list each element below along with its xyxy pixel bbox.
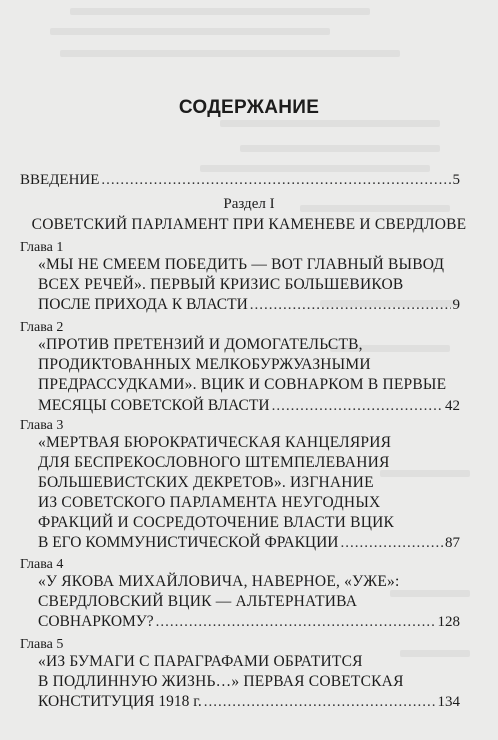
toc-heading: СОДЕРЖАНИЕ — [178, 97, 320, 118]
chapter-label: Глава 1 — [20, 240, 64, 255]
toc-entry-intro — [20, 172, 460, 189]
section-title: СОВЕТСКИЙ ПАРЛАМЕНТ ПРИ КАМЕНЕВЕ И СВЕРДЛОВЕ — [31, 216, 467, 233]
chapter-title-last-line: МЕСЯЦЫ СОВЕТСКОЙ ВЛАСТИ — [38, 397, 270, 414]
leader-dots — [204, 694, 436, 711]
leader-dots — [156, 614, 436, 631]
chapter-title-line: СВЕРДЛОВСКИЙ ВЦИК — АЛЬТЕРНАТИВА — [38, 593, 358, 610]
leader-dots — [101, 172, 450, 189]
chapter-title-line: ПРОДИКТОВАННЫХ МЕЛКОБУРЖУАЗНЫМИ — [38, 356, 371, 373]
intro-page-number: 5 — [452, 172, 460, 188]
chapter-title-line: «ПРОТИВ ПРЕТЕНЗИЙ И ДОМОГАТЕЛЬСТВ, — [38, 336, 363, 353]
leader-dots — [250, 297, 451, 314]
chapter-label: Глава 2 — [20, 320, 64, 335]
chapter-page-number: 9 — [452, 297, 460, 313]
chapter-page-number: 134 — [437, 694, 460, 710]
chapter-title-line: В ПОДЛИННУЮ ЖИЗНЬ…» ПЕРВАЯ СОВЕТСКАЯ — [38, 673, 404, 690]
chapter-page-number: 128 — [437, 614, 460, 630]
leader-dots — [341, 535, 444, 552]
leader-dots — [272, 398, 443, 415]
chapter-title-line: ДЛЯ БЕСПРЕКОСЛОВНОГО ШТЕМПЕЛЕВАНИЯ — [38, 454, 390, 471]
chapter-title-last-line: В ЕГО КОММУНИСТИЧЕСКОЙ ФРАКЦИИ — [38, 534, 339, 551]
chapter-page-number: 87 — [445, 535, 460, 551]
chapter-title-line: БОЛЬШЕВИСТСКИХ ДЕКРЕТОВ». ИЗГНАНИЕ — [38, 474, 374, 491]
toc-entry-chapter-5 — [38, 693, 460, 711]
chapter-title-line: «МЫ НЕ СМЕЕМ ПОБЕДИТЬ — ВОТ ГЛАВНЫЙ ВЫВОД — [38, 256, 445, 273]
chapter-title-line: ВСЕХ РЕЧЕЙ». ПЕРВЫЙ КРИЗИС БОЛЬШЕВИКОВ — [38, 276, 404, 293]
chapter-title-line: «МЕРТВАЯ БЮРОКРАТИЧЕСКАЯ КАНЦЕЛЯРИЯ — [38, 434, 392, 451]
chapter-label: Глава 4 — [20, 557, 64, 572]
section-label: Раздел I — [223, 196, 275, 212]
chapter-title-last-line: ПОСЛЕ ПРИХОДА К ВЛАСТИ — [38, 296, 248, 313]
chapter-page-number: 42 — [445, 398, 460, 414]
chapter-label: Глава 3 — [20, 418, 64, 433]
chapter-label: Глава 5 — [20, 637, 64, 652]
toc-entry-chapter-1 — [38, 296, 460, 314]
toc-entry-chapter-3 — [38, 534, 460, 552]
chapter-title-line: ИЗ СОВЕТСКОГО ПАРЛАМЕНТА НЕУГОДНЫХ — [38, 494, 381, 511]
chapter-title-line: «У ЯКОВА МИХАЙЛОВИЧА, НАВЕРНОЕ, «УЖЕ»: — [38, 573, 400, 590]
toc-entry-chapter-4 — [38, 613, 460, 631]
chapter-title-last-line: КОНСТИТУЦИЯ 1918 г. — [38, 693, 202, 710]
toc-entry-chapter-2 — [38, 383, 460, 415]
intro-title: ВВЕДЕНИЕ — [20, 172, 100, 188]
chapter-title-last-line: СОВНАРКОМУ? — [38, 613, 154, 630]
chapter-title-line: «ИЗ БУМАГИ С ПАРАГРАФАМИ ОБРАТИТСЯ — [38, 653, 363, 670]
chapter-title-line: ФРАКЦИЙ И СОСРЕДОТОЧЕНИЕ ВЛАСТИ ВЦИК — [38, 514, 395, 531]
chapter-title-line: ПРЕДРАССУДКАМИ». ВЦИК И СОВНАРКОМ В ПЕРВЫЕ — [38, 376, 447, 393]
